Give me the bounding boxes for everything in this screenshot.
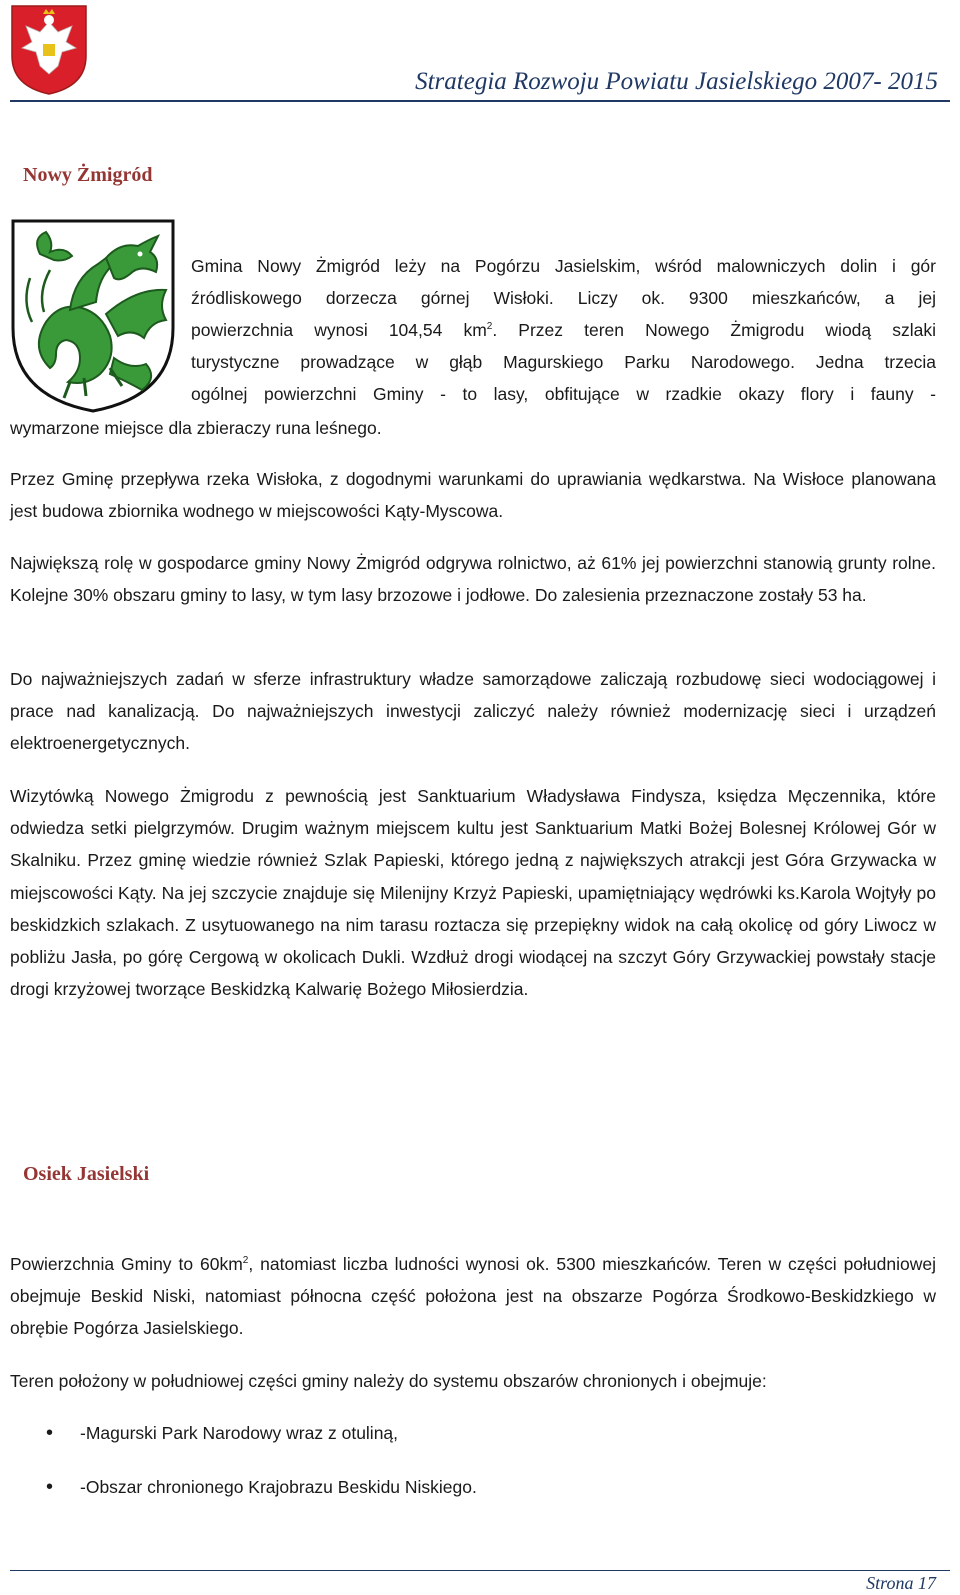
paragraph-line: Gmina Nowy Żmigród leży na Pogórzu Jasielskim, wśród malowniczych dolin i gór bbox=[191, 256, 936, 276]
paragraph-line: ogólnej powierzchni Gminy - to lasy, obfitujące w rzadkie okazy flory i fauny - bbox=[191, 384, 936, 404]
text-span: powierzchnia wynosi 104,54 km bbox=[191, 320, 487, 340]
paragraph: Największą rolę w gospodarce gminy Nowy Żmigród odgrywa rolnictwo, aż 61% jej powierzchni stanowią grunty rolne. Kolejne 30% obszaru gminy to lasy, w tym lasy brzozowe i jodłowe. Do zalesienia przeznaczone zostały 53 ha. bbox=[10, 553, 936, 606]
header-divider bbox=[10, 100, 950, 102]
page-number: Strona 17 bbox=[866, 1573, 936, 1593]
paragraph: Przez Gminę przepływa rzeka Wisłoka, z dogodnymi warunkami do uprawiania wędkarstwa. Na Wisłoce planowana jest budowa zbiornika wodnego w miejscowości Kąty-Myscowa. bbox=[10, 469, 936, 522]
text-span: Powierzchnia Gminy to 60km bbox=[10, 1254, 243, 1274]
paragraph-line bbox=[191, 314, 936, 346]
paragraph: Teren położony w południowej części gminy należy do systemu obszarów chronionych i obejmuje: bbox=[10, 1371, 767, 1391]
superscript: 2 bbox=[486, 321, 493, 333]
superscript: 2 bbox=[242, 1255, 249, 1267]
text-span: , natomiast liczba ludności wynosi ok. 5300 mieszkańców. Teren w części południowej obejmuje Beskid Niski, natomiast północna część położona jest na obszarze Pogórza Środkowo-Beskidzkiego w obrębie Pogórza Jasielskiego. bbox=[10, 1254, 936, 1339]
document-header-title: Strategia Rozwoju Powiatu Jasielskiego 2007- 2015 bbox=[415, 68, 938, 95]
paragraph-line: turystyczne prowadzące w głąb Magurskiego Parku Narodowego. Jedna trzecia bbox=[191, 352, 936, 372]
bullet-icon: • bbox=[46, 1422, 54, 1444]
section-title-osiek-jasielski: Osiek Jasielski bbox=[23, 1163, 150, 1185]
paragraph-line: źródliskowego dorzecza górnej Wisłoki. Liczy ok. 9300 mieszkańców, a jej bbox=[191, 288, 936, 308]
list-item-text: -Obszar chronionego Krajobrazu Beskidu Niskiego. bbox=[80, 1477, 477, 1497]
footer-divider bbox=[10, 1570, 950, 1571]
paragraph: Wizytówką Nowego Żmigrodu z pewnością jest Sanktuarium Władysława Findysza, księdza Męczennika, które odwiedza setki pielgrzymów. Drugim ważnym miejscem kultu jest Sanktuarium Matki Bożej Bolesnej Królowej Gór w Skalniku. Przez gminę wiedzie również Szlak Papieski, którego jedną z największych atrakcji jest Góra Grzywacka w miejscowości Kąty. Na jej szczycie znajduje się Milenijny Krzyż Papieski, upamiętniający wędrówki ks.Karola Wojtyły po beskidzkich szlakach. Z usytuowanego na nim tarasu roztacza się przepiękny widok na całą okolicę od góry Liwocz w pobliżu Jasła, po górę Cergową w okolicach Dukli. Wzdłuż drogi wiodącej na szczyt Góry Grzywackiej powstały stacje drogi krzyżowej tworzące Beskidzką Kalwarię Bożego Miłosierdzia. bbox=[10, 786, 936, 1000]
text-span: . Przez teren Nowego Żmigrodu wiodą szlaki bbox=[492, 320, 936, 340]
paragraph: Do najważniejszych zadań w sferze infrastruktury władze samorządowe zaliczają rozbudowę sieci wodociągowej i prace nad kanalizacją. Do najważniejszych inwestycji zaliczyć należy również modernizację sieci i urządzeń elektroenergetycznych. bbox=[10, 669, 936, 754]
nowy-zmigrod-dragon-crest-icon bbox=[10, 218, 176, 414]
paragraph-line: wymarzone miejsce dla zbieraczy runa leśnego. bbox=[10, 418, 382, 438]
bullet-icon: • bbox=[46, 1476, 54, 1498]
county-crest-icon bbox=[10, 4, 88, 96]
list-item-text: -Magurski Park Narodowy wraz z otuliną, bbox=[80, 1423, 399, 1443]
section-title-nowy-zmigrod: Nowy Żmigród bbox=[23, 164, 153, 186]
paragraph bbox=[10, 1248, 936, 1345]
